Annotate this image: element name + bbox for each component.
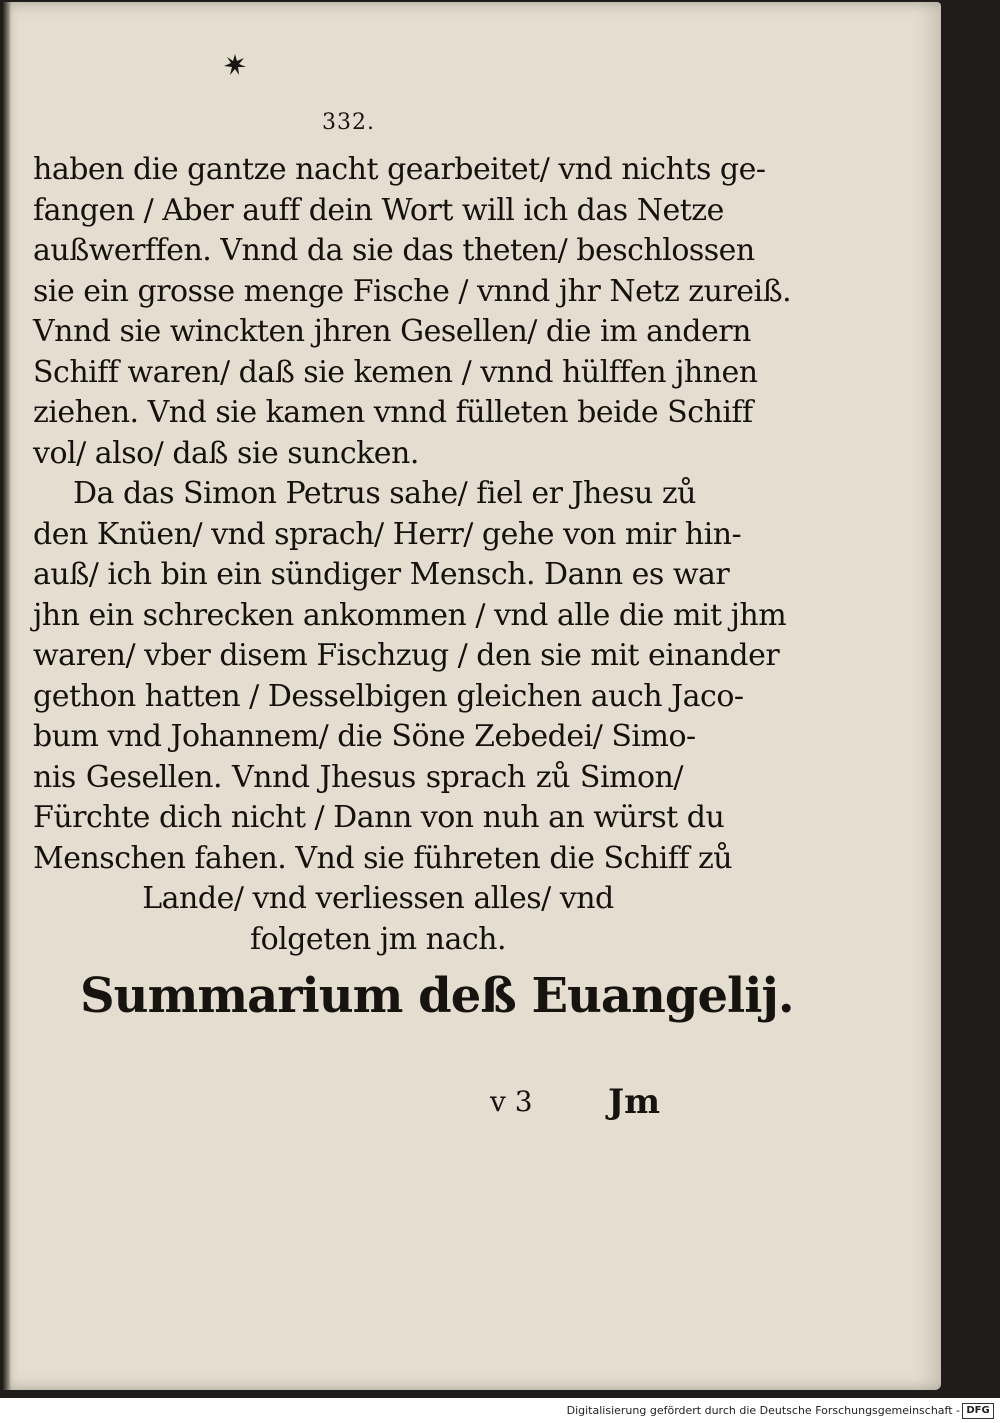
text-line: folgeten jm nach. <box>249 921 507 957</box>
body-text <box>33 150 792 960</box>
text-line: jhn ein schrecken ankommen / vnd alle die mit jhm <box>33 597 787 633</box>
dfg-logo: DFG <box>962 1403 994 1419</box>
text-line: den Knüen/ vnd sprach/ Herr/ gehe von mir hin- <box>33 516 742 552</box>
text-line: Schiff waren/ daß sie kemen / vnnd hülffen jhnen <box>33 354 758 390</box>
text-line: Da das Simon Petrus sahe/ fiel er Jhesu zů <box>73 476 696 511</box>
page-gutter <box>3 2 11 1390</box>
text-line: waren/ vber disem Fischzug / den sie mit einander <box>33 638 780 673</box>
text-line: vol/ also/ daß sie suncken. <box>33 435 419 471</box>
catchword: Jm <box>608 1082 661 1122</box>
text-line: Fürchte dich nicht / Dann von nuh an würst du <box>33 800 725 835</box>
funding-credit: Digitalisierung gefördert durch die Deutsche Forschungsgemeinschaft - <box>566 1404 960 1417</box>
section-heading: Summarium deß Euangelij. <box>80 968 794 1024</box>
text-line: ziehen. Vnd sie kamen vnnd fülleten beide Schiff <box>33 395 753 430</box>
signature-mark: v 3 <box>490 1085 533 1118</box>
page-number: 332. <box>322 110 375 135</box>
text-line: haben die gantze nacht gearbeitet/ vnd nichts ge- <box>33 152 766 187</box>
text-line: bum vnd Johannem/ die Söne Zebedei/ Simo- <box>33 719 696 754</box>
text-line: Menschen fahen. Vnd sie führeten die Schiff zů <box>33 840 733 876</box>
text-line: auß/ ich bin ein sündiger Mensch. Dann es war <box>33 557 730 592</box>
text-line: sie ein grosse menge Fische / vnnd jhr Netz zureiß. <box>33 273 792 309</box>
text-line: nis Gesellen. Vnnd Jhesus sprach zů Simon/ <box>33 759 683 795</box>
text-line: außwerffen. Vnnd da sie das theten/ beschlossen <box>33 233 755 268</box>
printers-ornament-icon <box>222 52 248 78</box>
text-line: Lande/ vnd verliessen alles/ vnd <box>142 881 614 916</box>
text-line: Vnnd sie winckten jhren Gesellen/ die im andern <box>33 314 751 349</box>
text-line: gethon hatten / Desselbigen gleichen auch Jaco- <box>33 678 744 714</box>
text-line: fangen / Aber auff dein Wort will ich das Netze <box>33 192 724 228</box>
